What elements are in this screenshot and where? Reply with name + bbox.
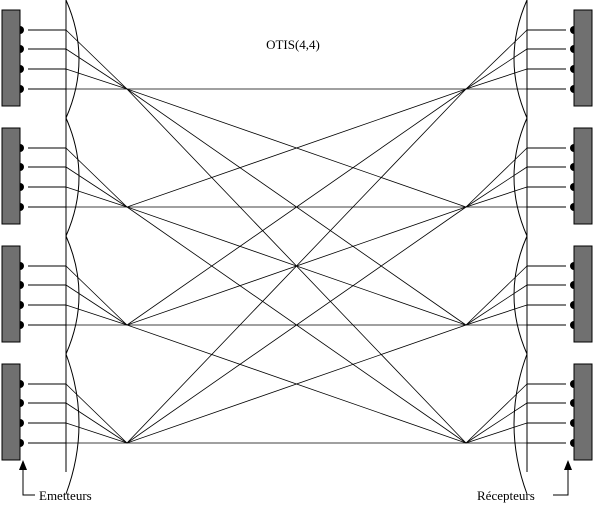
receiver-fan-line [466,167,527,207]
emitter-block [2,364,20,460]
receiver-pin [570,321,574,329]
emitter-pin [20,183,24,191]
receiver-fan-line [466,384,527,443]
receiver-fan-line [466,266,527,325]
emitter-fan-line [66,167,127,207]
emitter-fan-line [66,403,127,443]
receiver-pin [570,163,574,171]
interconnect-lines [28,30,566,443]
emitter-block [2,128,20,224]
receiver-pin [570,65,574,73]
emitter-pin [20,144,24,152]
receiver-block [574,246,592,342]
emitter-pin [20,321,24,329]
emitter-fan-line [66,266,127,325]
emitter-fan-line [66,49,127,89]
emitters-arrowhead [19,460,27,470]
emitter-pin [20,380,24,388]
emitters-label: Emetteurs [39,488,92,503]
emitters-arrow [23,466,35,495]
emitter-fan-line [66,30,127,89]
emitter-fan-line [66,285,127,325]
receiver-fan-line [466,305,527,325]
emitter-pin [20,262,24,270]
emitter-fan-line [66,69,127,89]
receiver-pin [570,281,574,289]
emitter-fan-line [66,384,127,443]
receiver-block [574,128,592,224]
emitter-pin [20,399,24,407]
receiver-fan-line [466,49,527,89]
receiver-lens [514,118,527,236]
receiver-pin [570,26,574,34]
emitter-pin [20,439,24,447]
emitter-lens [66,118,79,236]
receiver-fan-line [466,285,527,325]
receivers-arrow [553,466,568,495]
emitter-fan-line [66,148,127,207]
emitter-lens [66,236,79,354]
receiver-pin [570,301,574,309]
receiver-pin [570,85,574,93]
receivers-label: Récepteurs [477,488,535,503]
emitter-block [2,10,20,106]
receiver-fan-line [466,69,527,89]
receiver-pin [570,399,574,407]
emitter-pin [20,301,24,309]
emitter-pin [20,419,24,427]
receiver-pin [570,45,574,53]
receiver-pin [570,419,574,427]
receiver-fan-line [466,187,527,207]
emitter-fan-line [66,423,127,443]
emitter-fan-line [66,187,127,207]
receiver-fan-line [466,403,527,443]
receiver-block [574,10,592,106]
receiver-lens [514,0,527,118]
receivers-arrowhead [564,460,572,470]
receiver-block [574,364,592,460]
receiver-pin [570,203,574,211]
receiver-fan-line [466,423,527,443]
emitter-block [2,246,20,342]
emitter-pin [20,26,24,34]
receiver-pin [570,439,574,447]
emitter-pin [20,163,24,171]
receiver-fan-line [466,148,527,207]
diagram-title: OTIS(4,4) [266,37,320,52]
receiver-pin [570,380,574,388]
emitter-pin [20,65,24,73]
receiver-pin [570,183,574,191]
receiver-lens [514,236,527,354]
device-array [2,10,592,460]
emitter-fan-line [66,305,127,325]
emitter-lens [66,0,79,118]
emitter-pin [20,203,24,211]
emitter-pin [20,281,24,289]
emitter-pin [20,45,24,53]
receiver-pin [570,262,574,270]
emitter-pin [20,85,24,93]
lens-array [66,0,527,494]
receiver-fan-line [466,30,527,89]
receiver-pin [570,144,574,152]
